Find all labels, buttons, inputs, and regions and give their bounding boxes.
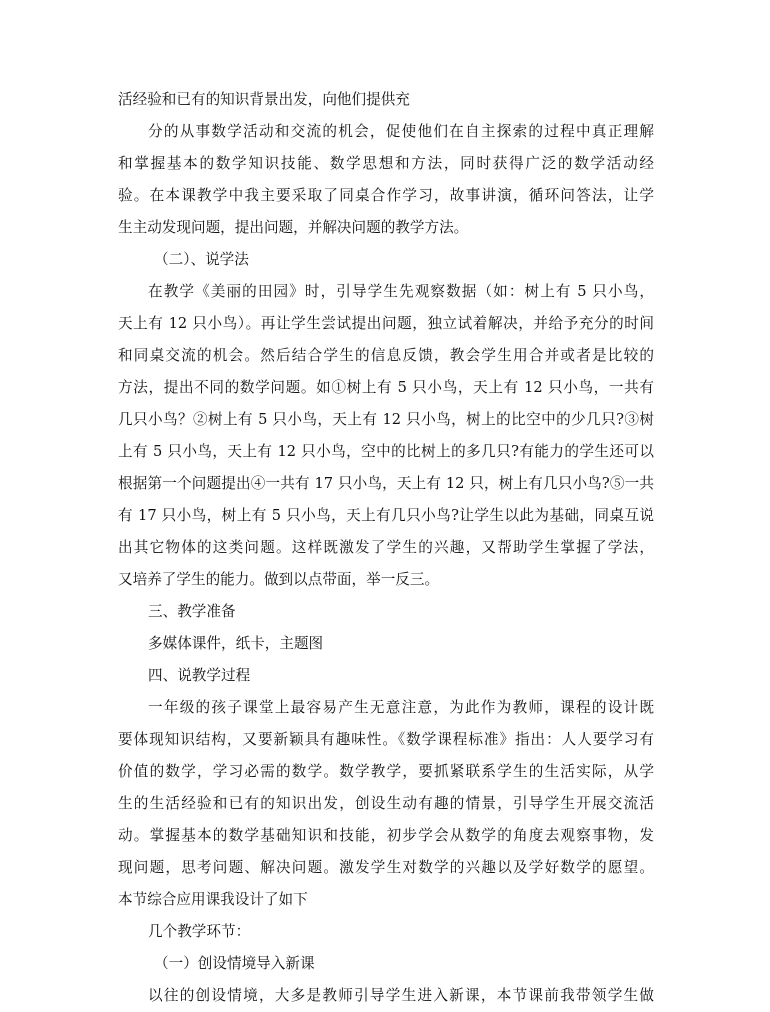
text-line: 活经验和已有的知识背景出发，向他们提供充 [118, 91, 410, 108]
text-line: 出其它物体的这类问题。这样既激发了学生的兴趣，又帮助学生掌握了学法， [118, 539, 654, 556]
text-line: 一年级的孩子课堂上最容易产生无意注意，为此作为教师，课程的设计既 [148, 699, 654, 716]
document-page [118, 84, 654, 1012]
text-line: 天上有 12 只小鸟）。再让学生尝试提出问题，独立试着解决，并给予充分的时间 [118, 315, 654, 332]
text-line: 分的从事数学活动和交流的机会，促使他们在自主探索的过程中真正理解 [148, 123, 654, 140]
text-line: 价值的数学，学习必需的数学。数学教学，要抓紧联系学生的生活实际，从学 [118, 763, 654, 780]
text-line: 生主动发现问题，提出问题，并解决问题的教学方法。 [118, 219, 469, 236]
text-line: 几只小鸟？②树上有 5 只小鸟，天上有 12 只小鸟，树上的比空中的少几只?③树 [118, 411, 654, 428]
text-line: 以往的创设情境，大多是教师引导学生进入新课，本节课前我带领学生做 [148, 987, 654, 1004]
text-line: 和掌握基本的数学知识技能、数学思想和方法，同时获得广泛的数学活动经 [118, 155, 654, 172]
text-line: 上有 5 只小鸟，天上有 12 只小鸟，空中的比树上的多几只?有能力的学生还可以 [118, 443, 654, 460]
text-line: 本节综合应用课我设计了如下 [118, 891, 308, 908]
text-line: 要体现知识结构，又要新颖具有趣味性。《数学课程标准》指出：人人要学习有 [118, 731, 654, 748]
text-line: 根据第一个问题提出④一共有 17 只小鸟，天上有 12 只，树上有几只小鸟?⑤一共 [118, 475, 654, 492]
text-line: 又培养了学生的能力。做到以点带面，举一反三。 [118, 571, 440, 588]
text-line: 验。在本课教学中我主要采取了同桌合作学习，故事讲演，循环问答法，让学 [118, 187, 654, 204]
text-line: 在教学《美丽的田园》时，引导学生先观察数据（如：树上有 5 只小鸟， [148, 283, 654, 300]
section-heading: （一）创设情境导入新课 [154, 955, 315, 972]
section-heading: 四、说教学过程 [148, 667, 251, 684]
text-line: 有 17 只小鸟，树上有 5 只小鸟，天上有几只小鸟?让学生以此为基础，同桌互说 [118, 507, 654, 524]
text-line: 动。掌握基本的数学基础知识和技能，初步学会从数学的角度去观察事物，发 [118, 827, 654, 844]
section-heading: 三、教学准备 [148, 603, 236, 620]
text-line: 生的生活经验和已有的知识出发，创设生动有趣的情景，引导学生开展交流活 [118, 795, 654, 812]
section-heading: （二）、说学法 [154, 251, 249, 268]
text-line: 方法，提出不同的数学问题。如①树上有 5 只小鸟，天上有 12 只小鸟，一共有 [118, 379, 654, 396]
text-line: 多媒体课件，纸卡，主题图 [148, 635, 324, 652]
text-line: 几个教学环节： [148, 923, 251, 940]
text-line: 现问题，思考问题、解决问题。激发学生对数学的兴趣以及学好数学的愿望。 [118, 859, 654, 876]
text-line: 和同桌交流的机会。然后结合学生的信息反馈，教会学生用合并或者是比较的 [118, 347, 654, 364]
